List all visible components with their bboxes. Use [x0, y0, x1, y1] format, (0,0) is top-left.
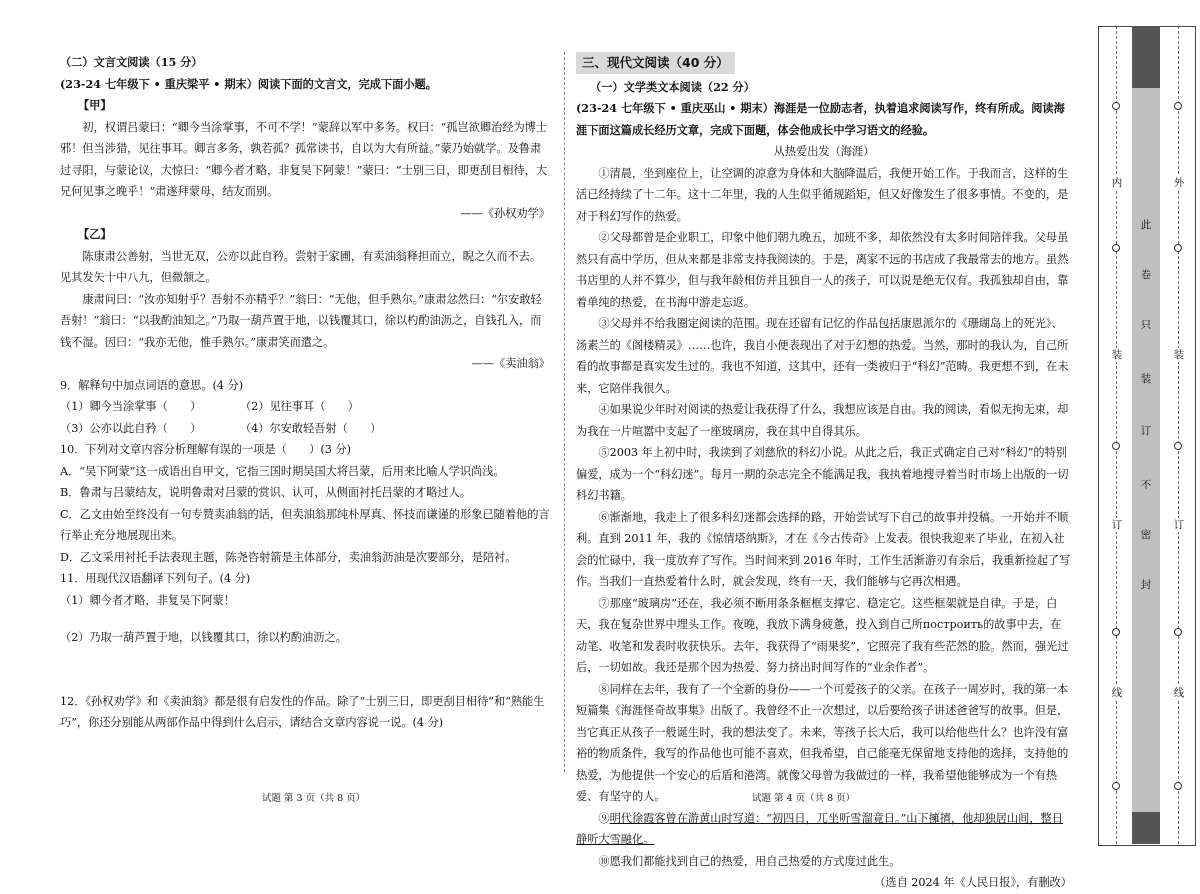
- strip-circle: [1174, 442, 1182, 450]
- yi-label: 【乙】: [78, 227, 112, 241]
- q9-option: （4）尔安敢轻吾射（ ）: [240, 421, 382, 435]
- question-12: 12．《孙权劝学》和《卖油翁》都是很有启发性的作品。除了“士别三日，即更刮目相待”和“熟能生巧”，你还分别能从两部作品中得到什么启示，请结合文章内容说一说。(4 分): [60, 694, 545, 729]
- strip-circle: [1112, 628, 1120, 636]
- center-char: 封: [1140, 579, 1152, 591]
- left-column: [60, 52, 550, 734]
- outer-char: 装: [1173, 349, 1185, 361]
- inner-char: 内: [1111, 177, 1123, 189]
- article-paragraph-9: [576, 808, 1072, 851]
- question-11: 11．用现代汉语翻译下列句子。(4 分): [60, 572, 251, 585]
- center-char: 装: [1140, 373, 1152, 385]
- jia-text: 初，权谓吕蒙曰：“卿今当涂掌事，不可不学！”蒙辞以军中多务。权曰：“孤岂欲卿治经为博士邪！但当涉猎，见往事耳。卿言多务，孰若孤？孤常读书，自以为大有所益。”蒙乃始就学。及鲁肃过寻阳，与蒙论议，大惊曰：“卿今者才略，非复吴下阿蒙！”蒙曰：“士别三日，即更刮目相待，大兄何见事之晚乎！”肃遂拜蒙母，结友而别。: [60, 120, 548, 198]
- outer-char: 外: [1173, 177, 1185, 189]
- q10-option-a: A．“吴下阿蒙”这一成语出自甲文，它指三国时期吴国大将吕蒙，后用来比喻人学识尚浅。: [60, 464, 505, 478]
- footer-page-4: 试题 第 4 页（共 8 页）: [752, 793, 856, 804]
- q9-option: （3）公亦以此自矜（ ）: [60, 421, 202, 435]
- center-char: 订: [1140, 425, 1152, 437]
- strip-circle: [1112, 782, 1120, 790]
- article-paragraph: ③父母并不给我圈定阅读的范围。现在还留有记忆的作品包括康恩派尔的《珊瑚岛上的死光》、汤素兰的《阁楼精灵》……也许，我自小便表现出了对于幻想的热爱。当然，那时的我认为，自己所看的故事都是真实发生过的。我也不知道，这其中，还有一类被归于“科幻”范畴。我更想不到，在未来，它陪伴我很久。: [576, 317, 1069, 395]
- question-10: 10．下列对文章内容分析理解有误的一项是（ ）(3 分): [60, 443, 351, 456]
- strip-circle: [1112, 102, 1120, 110]
- inner-char: 装: [1111, 349, 1123, 361]
- intro-text: (23-24 七年级下 • 重庆巫山 • 期末）海涯是一位励志者，执着追求阅读写作，终有所成。阅读海涯下面这篇成长经历文章，完成下面题，体会他成长中学习语文的经验。: [576, 101, 1065, 137]
- q9-option: （2）见往事耳（ ）: [240, 400, 359, 413]
- q11-item-1: （1）卿今者才略，非复吴下阿蒙！: [60, 593, 235, 607]
- question-9-options-row2: [60, 418, 550, 440]
- column-divider: [564, 52, 565, 772]
- article-paragraph: ②父母都曾是企业职工，印象中他们朝九晚五，加班不多，却依然没有太多时间陪伴我。父母虽然只有高中学历，但从来都是非常支持我阅读的。于是，离家不远的书店成了我最常去的地方。虽然书店里的人并不算少，但与我年龄相仿并且独自一人的孩子，可以说是绝无仅有。我孤独却自由，靠着单纯的热爱，在书海中游走忘返。: [576, 231, 1069, 309]
- strip-gray-band: [1132, 88, 1160, 812]
- question-9-options-row1: [60, 396, 550, 418]
- article-paragraph: ⑦那座“玻璃房”还在，我必须不断用条条框框支撑它、稳定它。这些框架就是自律。于是，白天，我在复杂世界中埋头工作。夜晚，我放下满身疲惫，投入到自己所построить的故事中去，在动笔、收笔和发表时收获快乐。去年，我获得了“雨果奖”，它照亮了我有些茫然的脸。然而，强光过后，一切如故。我还是那个因为热爱、努力挤出时间写作的“业余作者”。: [576, 596, 1069, 674]
- question-9: 9．解释句中加点词语的意思。(4 分): [60, 378, 244, 392]
- strip-circle: [1174, 628, 1182, 636]
- section-title-classical: （二）文言文阅读（15 分）: [60, 55, 203, 69]
- center-char: 卷: [1140, 269, 1152, 281]
- strip-dark-block-top: [1132, 26, 1160, 88]
- outer-char: 订: [1173, 519, 1185, 531]
- center-char: 密: [1140, 529, 1152, 541]
- article-paragraph: ⑤2003 年上初中时，我读到了刘慈欣的科幻小说。从此之后，我正式确定自己对“科幻”的特别偏爱，成为一个“科幻迷”。每月一期的杂志完全不能满足我，我执着地搜寻着当时市场上出版的一切科幻书籍。: [576, 446, 1069, 502]
- center-char: 只: [1140, 319, 1152, 331]
- strip-circle: [1174, 244, 1182, 252]
- para9-underlined-text: 明代徐霞客曾在游黄山时写道：“初四日，兀坐听雪溜竟日。”山下擁擠，他却独居山间，整日静听大雪融化。: [576, 811, 1063, 846]
- binding-strip: [1098, 26, 1196, 844]
- strip-circle: [1174, 102, 1182, 110]
- right-column: [576, 52, 1072, 894]
- q11-item-2: （2）乃取一葫芦置于地，以钱覆其口，徐以杓酌油沥之。: [60, 631, 347, 644]
- inner-char: 订: [1111, 519, 1123, 531]
- yi-paragraph-1: 陈康肃公善射，当世无双，公亦以此自矜。尝射于家圃，有卖油翁释担而立，睨之久而不去。见其发矢十中八九，但微颔之。: [60, 249, 542, 284]
- strip-circle: [1112, 442, 1120, 450]
- footer-page-3: 试题 第 3 页（共 8 页）: [262, 793, 366, 804]
- article-paragraph: ⑥渐渐地，我走上了很多科幻迷都会选择的路，开始尝试写下自己的故事并投稿。一开始并不顺利。直到 2011 年，我的《惊情塔纳斯》，才在《今古传奇》上发表。很快我迎来了毕业，在初入社会的忙碌中，我一度放弃了写作。当时间来到 2016 年时，工作生活渐游刃有余后，我重新捡起了写作。当我们一直热爱着什么时，就会发现，终有一天，我们能够与它再次相遇。: [576, 510, 1071, 588]
- strip-circle: [1112, 244, 1120, 252]
- outer-dashed-line: [1178, 26, 1179, 844]
- article-title: 从热爱出发（海涯）: [773, 145, 875, 158]
- jia-source: ——《孙权劝学》: [460, 206, 550, 220]
- outer-char: 线: [1173, 687, 1185, 699]
- article-paragraph: ⑧同样在去年，我有了一个全新的身份——一个可爱孩子的父亲。在孩子一周岁时，我的第一本短篇集《海涯怪奇故事集》出版了。我曾经不止一次想过，以后要给孩子讲述爸爸写的故事。但是，当它真正从孩子一般诞生时，我的想法变了。未来，等孩子长大后，我可以给他些什么？也许没有富裕的物质条件，我写的作品他也可能不喜欢，但我希望，自己能毫无保留地支持他的选择，支持他的热爱，为他提供一个安心的后盾和港湾。就像父母曾为我做过的一样，我希望他能够成为一个有热爱、有坚守的人。: [576, 682, 1069, 803]
- jia-label: 【甲】: [78, 98, 112, 112]
- article-paragraph: ④如果说少年时对阅读的热爱让我获得了什么，我想应该是自由。我的阅读，看似无拘无束，却为我在一片喧嚣中支起了一座玻璃房，我在其中自得其乐。: [576, 403, 1069, 438]
- section-title-modern: 三、现代文阅读（40 分）: [576, 52, 735, 74]
- article-source: （选自 2024 年《人民日报》，有删改）: [874, 876, 1072, 889]
- q10-option-c: C．乙文由始至终没有一句专赞卖油翁的话，但卖油翁那纯朴厚真、怀技而谦谨的形象已随着他的言行举止充分地展现出来。: [60, 507, 550, 542]
- inner-char: 线: [1111, 687, 1123, 699]
- center-char: 不: [1140, 479, 1152, 491]
- article-paragraph: ⑩愿我们都能找到自己的热爱，用自己热爱的方式度过此生。: [598, 854, 901, 868]
- center-char: 此: [1140, 219, 1152, 231]
- sub-title-literary: （一）文学类文本阅读（22 分）: [590, 79, 755, 94]
- source-line-classical: (23-24 七年级下 • 重庆梁平 • 期末）阅读下面的文言文，完成下面小题。: [60, 76, 437, 91]
- q10-option-b: B．鲁肃与吕蒙结友，说明鲁肃对吕蒙的赏识、认可，从侧面衬托吕蒙的才略过人。: [60, 486, 471, 499]
- para9-number: ⑨: [598, 811, 610, 825]
- q10-option-d: D．乙文采用衬托手法表现主题，陈尧咨射箭是主体部分，卖油翁沥油是次要部分，是陪衬。: [60, 550, 517, 564]
- yi-source: ——《卖油翁》: [471, 357, 550, 370]
- inner-dashed-line: [1116, 26, 1117, 844]
- article-paragraph: ①清晨，坐到座位上，让空调的凉意为身体和大脑降温后，我便开始工作。于我而言，这样的生活已经持续了十二年。这十二年里，我的人生似乎循规蹈矩，但又好像发生了很多事情。不变的，是对于科幻写作的热爱。: [576, 166, 1069, 223]
- q9-option: （1）卿今当涂掌事（ ）: [60, 400, 202, 413]
- strip-dark-block-bottom: [1132, 812, 1160, 844]
- yi-paragraph-2: 康肃问曰：“汝亦知射乎？吾射不亦精乎？”翁曰：“无他，但手熟尔。”康肃忿然曰：“尔安敢轻吾射！”翁曰：“以我酌油知之。”乃取一葫芦置于地，以钱覆其口，徐以杓酌油沥之，自钱孔入，而钱不湿。因曰：“我亦无他，惟手熟尔。”康肃笑而遣之。: [60, 292, 542, 349]
- strip-circle: [1174, 782, 1182, 790]
